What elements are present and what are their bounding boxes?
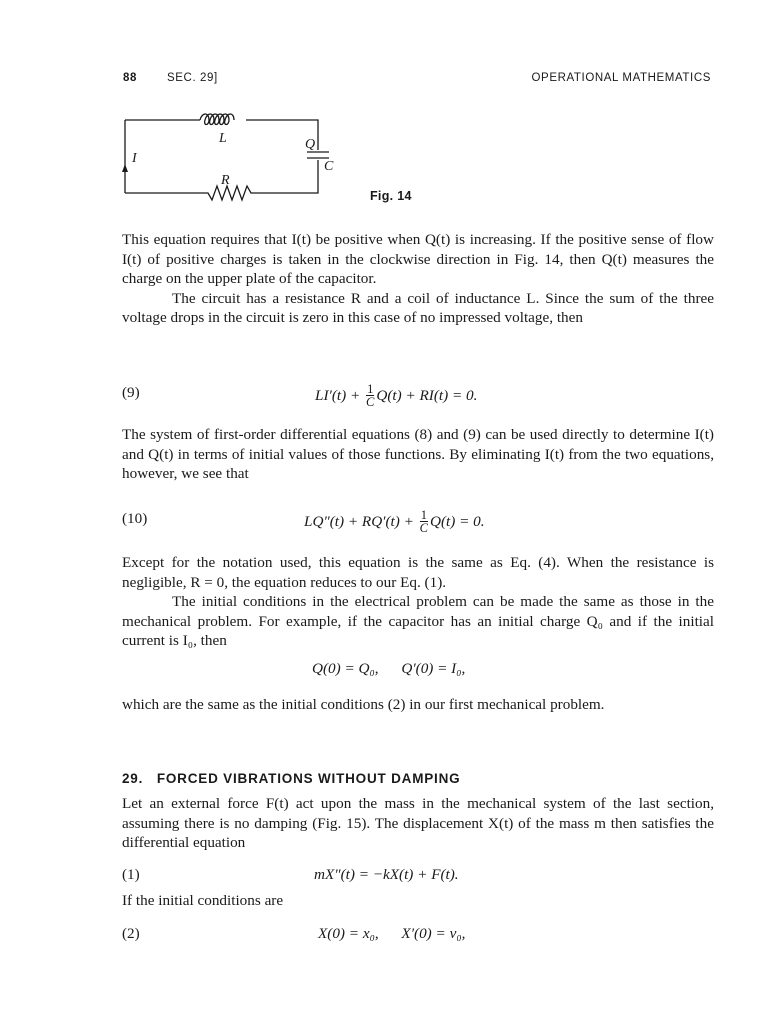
current-arrow-icon — [122, 164, 128, 172]
equation-9-frac-num: 1 — [367, 382, 374, 396]
equation-10-right: Q(t) = 0. — [430, 512, 485, 530]
page-number: 88 — [123, 72, 137, 84]
equation-1-number: (1) — [122, 866, 140, 883]
text-block-6 — [122, 891, 714, 911]
inductor-coil — [200, 114, 234, 125]
paragraph-2: The circuit has a resistance R and a coil of inductance L. Since the sum of the three voltage drops in the circuit is zero in this case of no impressed voltage, then — [122, 289, 714, 326]
initial-conditions-body — [312, 660, 465, 678]
inductor-label: L — [219, 131, 227, 146]
initial-conditions — [122, 652, 714, 684]
resistor-label: R — [221, 173, 230, 188]
paragraph-8: If the initial conditions are — [122, 892, 284, 909]
running-header — [0, 72, 768, 92]
capacitor-label: C — [324, 159, 334, 174]
section-heading: 29. FORCED VIBRATIONS WITHOUT DAMPING — [122, 771, 461, 786]
equation-1 — [122, 858, 714, 890]
resistor-zigzag — [125, 186, 255, 200]
equation-9-frac-den: C — [366, 395, 375, 409]
right-wire — [255, 160, 318, 193]
paragraph-4: Except for the notation used, this equation is the same as Eq. (4). When the resistance is negligible, R = 0, the equation reduces to our Eq. (1). — [122, 554, 714, 591]
running-title: OPERATIONAL MATHEMATICS — [531, 72, 711, 84]
equation-10 — [122, 502, 714, 534]
equation-9-body — [315, 384, 477, 409]
charge-label: Q — [305, 137, 316, 152]
equation-1-body — [314, 866, 459, 884]
equation-1-text: mX″(t) = −kX(t) + F(t). — [314, 866, 459, 883]
text-block-4 — [122, 695, 714, 715]
paragraph-1: This equation requires that I(t) be positive when Q(t) is increasing. If the positive sense of flow I(t) of positive charges is taken in the clockwise direction in Fig. 14, then Q(t) measures the charge on the upper plate of the capacitor. — [122, 231, 714, 287]
equation-9-fraction — [366, 383, 374, 408]
text-block-3 — [122, 553, 714, 651]
equation-9 — [122, 376, 714, 408]
circuit-diagram — [105, 104, 365, 204]
equation-2-body — [318, 925, 465, 943]
equation-9-number: (9) — [122, 384, 140, 401]
text-block-5 — [122, 794, 714, 853]
equation-9-right: Q(t) + RI(t) = 0. — [376, 386, 478, 404]
text-block-1 — [122, 230, 714, 328]
equation-10-frac-num: 1 — [420, 508, 427, 522]
initial-conditions-text: Q(0) = Q₀, Q′(0) = I₀, — [312, 660, 466, 677]
paragraph-7: Let an external force F(t) act upon the mass in the mechanical system of the last section, assuming there is no damping (Fig. 15). The displacement X(t) of the mass m then satisfies the differential equation — [122, 795, 714, 851]
text-block-2 — [122, 425, 714, 484]
equation-10-left: LQ″(t) + RQ′(t) + — [304, 512, 418, 530]
equation-10-frac-den: C — [419, 521, 429, 535]
equation-2 — [122, 917, 714, 949]
equation-2-number: (2) — [122, 925, 140, 942]
paragraph-3: The system of first-order differential equations (8) and (9) can be used directly to determine I(t) and Q(t) in terms of initial values of those functions. By eliminating I(t) from the two equations, however, we see that — [122, 426, 714, 482]
equation-10-fraction — [420, 509, 428, 534]
paragraph-6: which are the same as the initial conditions (2) in our first mechanical problem. — [122, 696, 605, 713]
figure-caption: Fig. 14 — [370, 189, 412, 203]
equation-9-left: LI′(t) + — [315, 386, 365, 404]
equation-2-text: X(0) = x₀, X′(0) = v₀, — [318, 925, 466, 942]
equation-10-body — [304, 510, 485, 535]
paragraph-5: The initial conditions in the electrical problem can be made the same as those in the mechanical problem. For example, if the capacitor has an initial charge Q₀ and if the initial current is I₀, then — [122, 593, 714, 649]
section-reference: SEC. 29] — [167, 72, 218, 84]
equation-10-number: (10) — [122, 510, 148, 527]
current-label: I — [132, 151, 137, 166]
